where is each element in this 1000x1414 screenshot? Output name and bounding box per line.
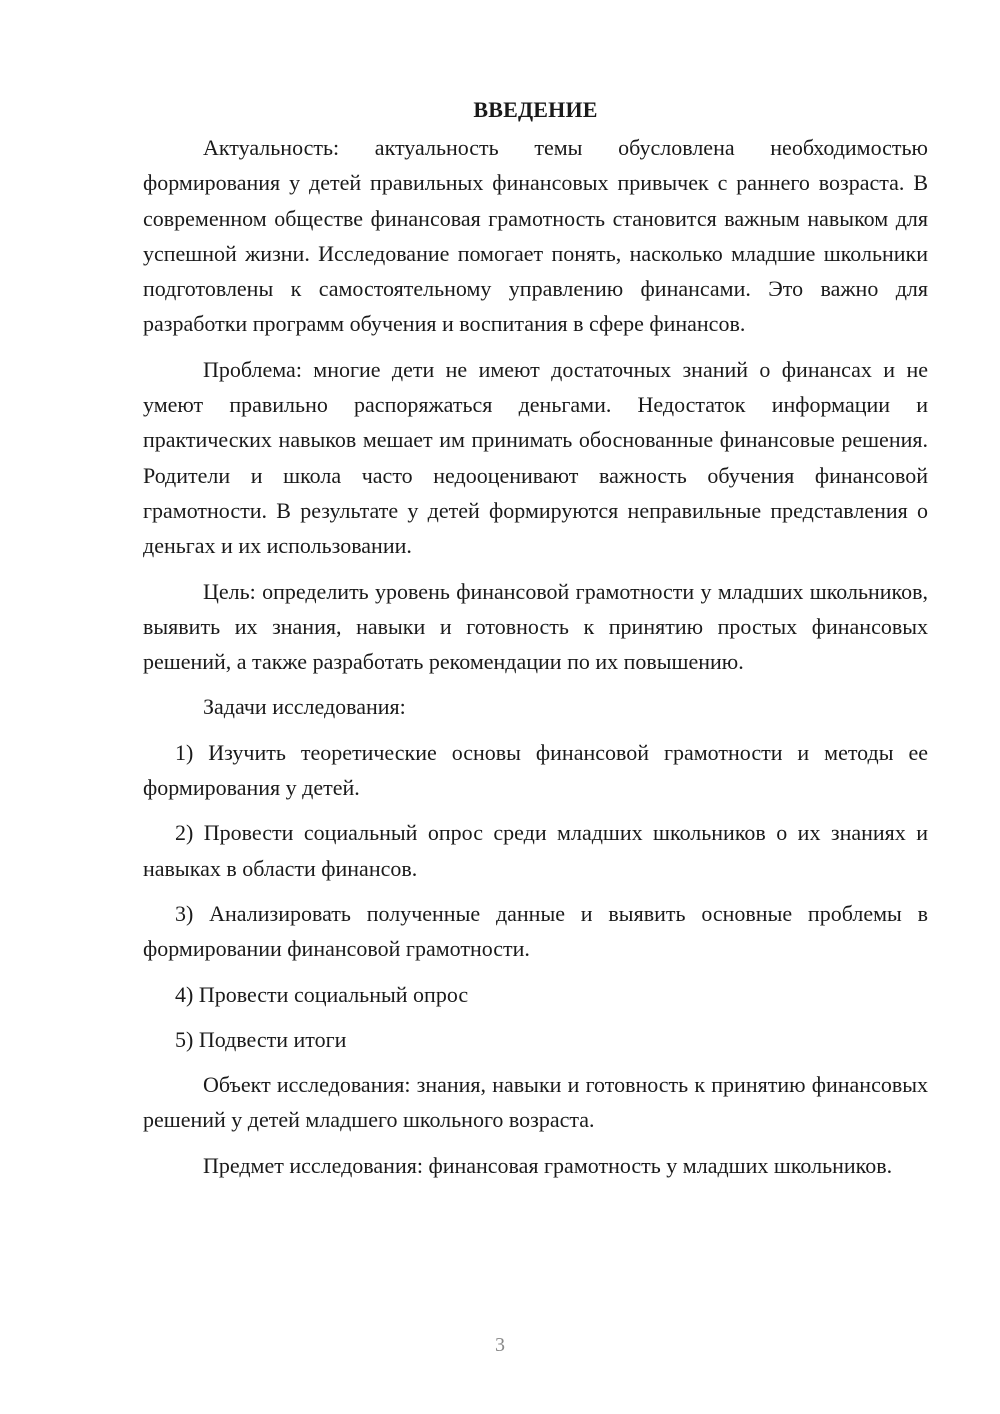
document-title: ВВЕДЕНИЕ <box>473 97 598 122</box>
relevance-paragraph: Актуальность: актуальность темы обусловлена необходимостью формирования у детей правильных финансовых привычек с раннего возраста. В современном обществе финансовая грамотность становится важным навыком для успешной жизни. Исследование помогает понять, насколько младшие школьники подготовлены к самостоятельному управлению финансами. Это важно для разработки программ обучения и воспитания в сфере финансов. <box>143 135 928 337</box>
subject-paragraph: Предмет исследования: финансовая грамотность у младших школьников. <box>203 1152 893 1178</box>
list-item: 5) Подвести итоги <box>175 1026 347 1052</box>
document-page <box>143 92 928 1183</box>
page-number: 3 <box>495 1334 505 1356</box>
goal-paragraph: Цель: определить уровень финансовой грамотности у младших школьников, выявить их знания, навыки и готовность к принятию простых финансовых решений, а также разработать рекомендации по их повышению. <box>143 578 928 675</box>
tasks-list <box>143 735 928 1057</box>
object-paragraph: Объект исследования: знания, навыки и готовность к принятию финансовых решений у детей младшего школьного возраста. <box>143 1072 928 1133</box>
tasks-heading: Задачи исследования: <box>203 694 406 720</box>
problem-paragraph: Проблема: многие дети не имеют достаточных знаний о финансах и не умеют правильно распоряжаться деньгами. Недостаток информации и практических навыков мешает им принимать обоснованные финансовые решения. Родители и школа часто недооценивают важность обучения финансовой грамотности. В результате у детей формируются неправильные представления о деньгах и их использовании. <box>143 356 928 559</box>
list-item: 2) Провести социальный опрос среди младших школьников о их знаниях и навыках в области финансов. <box>143 820 928 881</box>
list-item: 3) Анализировать полученные данные и выявить основные проблемы в формировании финансовой грамотности. <box>143 900 928 962</box>
list-item: 1) Изучить теоретические основы финансовой грамотности и методы ее формирования у детей. <box>143 739 928 801</box>
list-item: 4) Провести социальный опрос <box>175 981 469 1007</box>
